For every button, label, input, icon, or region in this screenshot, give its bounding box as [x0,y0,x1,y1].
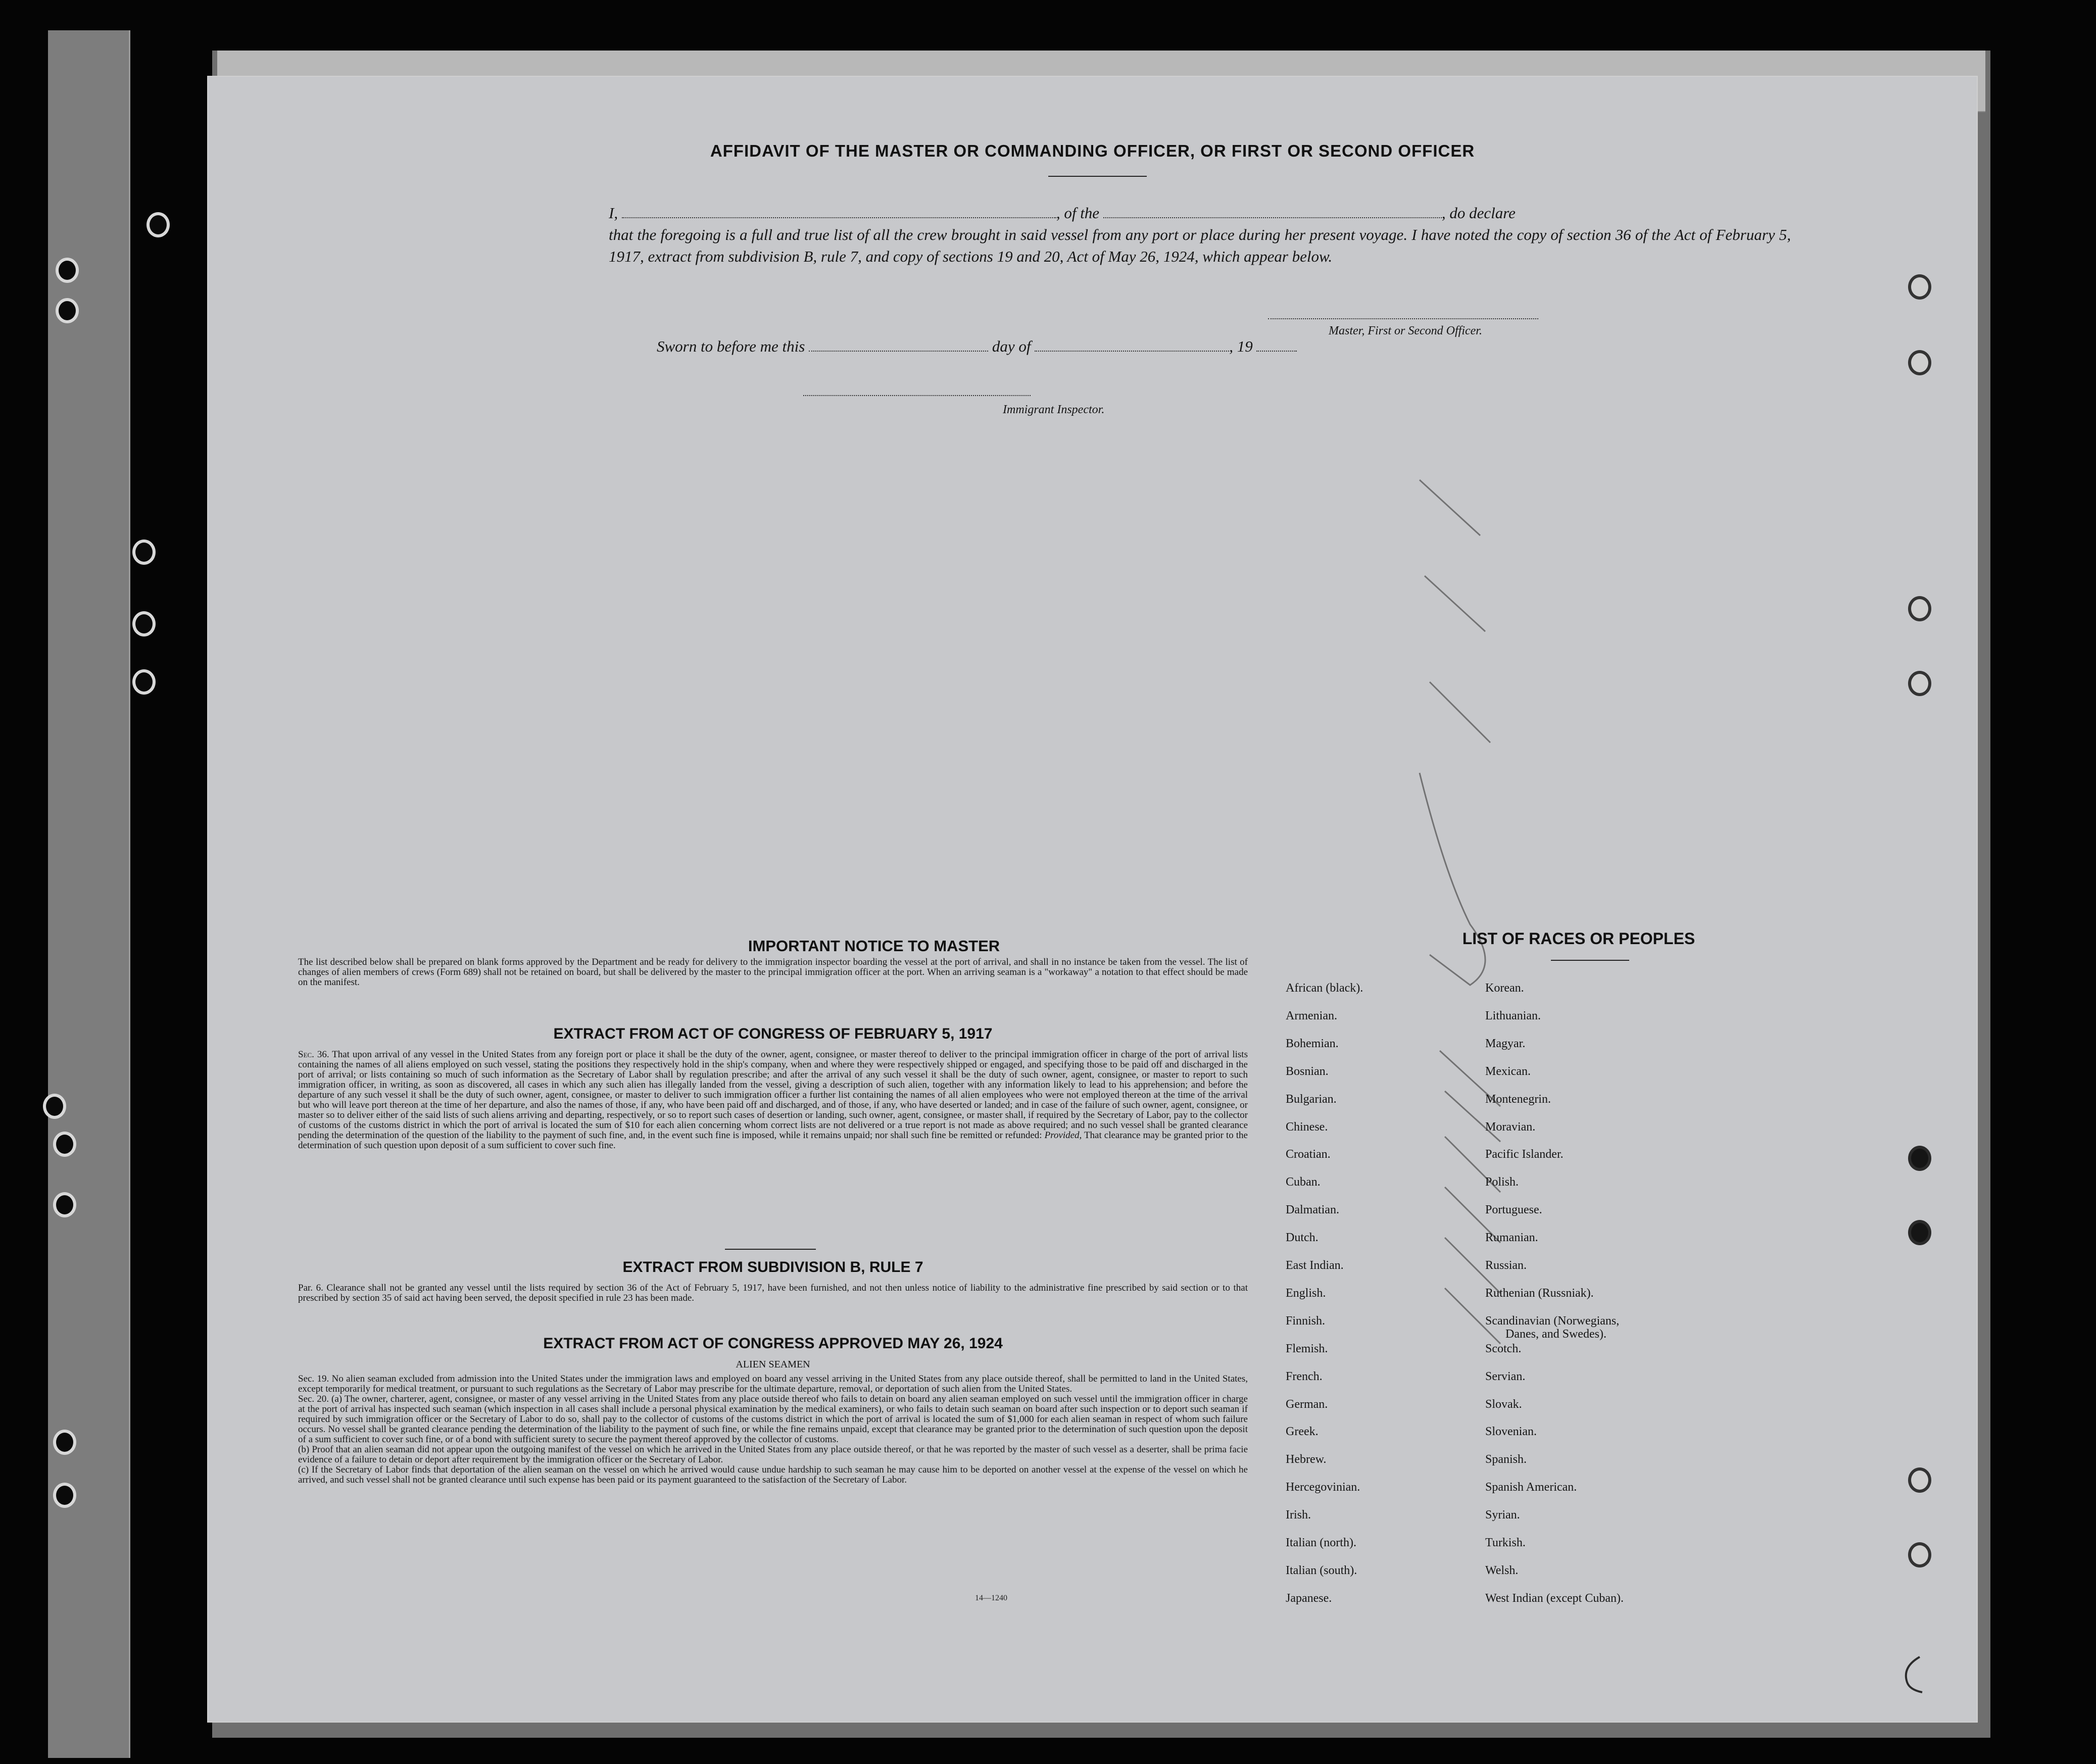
inspector-signature-label: Immigrant Inspector. [1003,403,1105,416]
race-item: Scandinavian (Norwegians, [1485,1314,1620,1328]
race-item: Slovenian. [1485,1425,1537,1439]
declaration-text: that the foregoing is a full and true list of all the crew brought in said vessel from any port or place during her present voyage. I have noted the copy of section 36 of the Act of February 5, 1917, extract from subdivision B, rule 7, and copy of sections 19 and 20, Act of May 26, 1924, which appear below. [609,226,1791,265]
master-signature-label: Master, First or Second Officer. [1329,324,1482,337]
race-item: Ruthenian (Russniak). [1485,1286,1594,1300]
race-item: Bohemian. [1286,1037,1339,1050]
provided-label: Provided, [1044,1130,1082,1141]
race-item: English. [1286,1286,1326,1300]
vessel-name-field[interactable] [1103,207,1442,218]
binder-hole [53,1483,76,1508]
punch-hole [1908,1146,1931,1171]
binder-hole [132,669,156,695]
binder-hole [132,611,156,636]
sworn-year-field[interactable] [1256,340,1297,352]
binder-hole [53,1192,76,1217]
form-number: 14—1240 [975,1594,1007,1602]
race-item: Spanish American. [1485,1481,1577,1494]
race-item: Russian. [1485,1259,1527,1272]
race-item: Flemish. [1286,1342,1328,1355]
race-item: Portuguese. [1485,1203,1542,1217]
binder-hole [147,212,170,237]
race-item: Bosnian. [1286,1064,1329,1078]
race-item: Irish. [1286,1508,1311,1522]
race-item: Lithuanian. [1485,1009,1541,1022]
extract-rule7-title: EXTRACT FROM SUBDIVISION B, RULE 7 [622,1259,923,1276]
race-item: Polish. [1485,1175,1519,1189]
do-declare-label: , do declare [1441,204,1516,222]
extract-1917-text [298,1050,1248,1151]
race-item: French. [1286,1369,1323,1383]
race-item: Croatian. [1286,1148,1331,1161]
affidavit-title: AFFIDAVIT OF THE MASTER OR COMMANDING OFFICER, OR FIRST OR SECOND OFFICER [710,141,1475,160]
punch-hole [1908,274,1931,300]
binder-hole [56,298,79,323]
race-item: African (black). [1286,982,1363,995]
binder-hole [53,1132,76,1157]
affidavit-declaration [609,202,1791,267]
race-item: Montenegrin. [1485,1092,1551,1106]
sec36-body: That upon arrival of any vessel in the United States from any foreign port or place it shall be the duty of the owner, agent, consignee, or master thereof to deliver to the principal immigration officer in charge of the port of arrival lists containing the names of all aliens employed on such vessel, stating the positions they respectively hold in the ship's company, when and where they were respectively shipped or engaged, and specifying those to be paid off and discharged in the port of arrival; or lists containing so much of such information as the Secretary of Labor shall by regulation prescribe; and after the arrival of any such vessel it shall be the duty of such owner, agent, consignee, or master to report to such immigration officer, in writing, as soon as discovered, all cases in which any such alien has illegally landed from the vessel, giving a description of such alien, together with any information likely to lead to his apprehension; and before the departure of any such vessel it shall be the duty of such owner, agent, consignee, or master to deliver to such immigration officer a further list containing the names of all alien employees who were not employed thereon at the time of the arrival but who will leave port thereon at the time of her departure, and also the names of those, if any, who have been paid off and discharged, and of those, if any, who have deserted or landed; and in case of the failure of such owner, agent, consignee, or master so to deliver either of the said lists of such aliens arriving and departing, respectively, or so to report such cases of desertion or landing, such owner, agent, consignee, or master shall, if required by the Secretary of Labor, pay to the collector of customs of the customs district in which the port of arrival is located the sum of $10 for each alien concerning whom correct lists are not delivered or a true report is not made as above required; and no such vessel shall be granted clearance pending the determination of the question of the liability to the payment of such fine, and, in the event such fine is imposed, while it remains unpaid; nor shall such fine be remitted or refunded: [298,1049,1248,1141]
race-item: Japanese. [1286,1591,1332,1605]
race-item: German. [1286,1397,1328,1411]
race-item: Slovak. [1485,1397,1522,1411]
title-rule [1048,176,1147,177]
races-title-rule [1551,960,1629,961]
race-item: Mexican. [1485,1064,1531,1078]
punch-hole [1908,596,1931,621]
day-of-label: day of [992,337,1031,355]
punch-hole [1908,1467,1931,1493]
sec20b-text: (b) Proof that an alien seaman did not appear upon the outgoing manifest of the vessel on which he arrived in the United States from any place outside thereof, or that he was reported by the master of such vessel as a deserter, shall be prima facie evidence of a failure to detain or deport after requirement by the immigration officer or the Secretary of Labor. [298,1444,1248,1465]
sworn-day-field[interactable] [809,340,988,352]
punch-hole [1908,671,1931,696]
race-item: Finnish. [1286,1314,1326,1328]
year-prefix: , 19 [1229,337,1253,355]
races-title: LIST OF RACES OR PEOPLES [1462,929,1695,948]
race-item: Dalmatian. [1286,1203,1339,1217]
race-item: Pacific Islander. [1485,1148,1564,1161]
race-item: Dutch. [1286,1231,1319,1245]
binder-hole [132,540,156,565]
race-item: Danes, and Swedes). [1505,1327,1606,1341]
notice-text: The list described below shall be prepared on blank forms approved by the Department and be ready for delivery to the immigration inspector boarding the vessel at the port of arrival, and shall in no instance be taken from the vessel. The list of changes of alien members of crews (Form 689) shall not be retained on board, but shall be delivered by the master to the principal immigration officer at the port. When an arriving seaman is a "workaway" a notation to that effect should be made on the manifest. [298,957,1248,988]
race-item: Hercegovinian. [1286,1481,1360,1494]
punch-hole [1908,350,1931,375]
race-item: Italian (south). [1286,1563,1357,1577]
sec20a-text: Sec. 20. (a) The owner, charterer, agent, consignee, or master of any vessel arriving in the United States from any place outside thereof who fails to detain on board any alien seaman employed on such vessel until the immigration officer in charge at the port of arrival has inspected such seaman (which inspection in all cases shall include a personal physical examination by the medical examiners), or who fails to detain such seaman on board after such inspection or to deport such seaman if required by such immigration officer or the Secretary of Labor to do so, shall pay to the collector of customs of the customs district in which the port of arrival is located the sum of $1,000 for each alien seaman in respect of whom such failure occurs. No vessel shall be granted clearance pending the determination of the liability to the payment of such fine, or while the fine remains unpaid, except that clearance may be granted prior to the determination of such question upon the deposit of a sum sufficient to cover such fine, or of a bond with sufficient surety to secure the payment thereof approved by the collector of customs. [298,1394,1248,1445]
sworn-month-field[interactable] [1035,340,1229,352]
race-item: Scotch. [1485,1342,1522,1355]
notice-title: IMPORTANT NOTICE TO MASTER [748,937,1000,955]
section-rule [725,1249,816,1250]
extract-1917-title: EXTRACT FROM ACT OF CONGRESS OF FEBRUARY 5, 1917 [553,1025,993,1042]
race-item: East Indian. [1286,1259,1344,1272]
alien-seamen-subtitle: ALIEN SEAMEN [736,1359,810,1370]
declaration-first-line [609,202,1791,224]
race-item: Servian. [1485,1369,1526,1383]
race-item: Italian (north). [1286,1536,1356,1549]
extract-rule7-text: Par. 6. Clearance shall not be granted any vessel until the lists required by section 36 of the Act of February 5, 1917, have been furnished, and not then unless notice of liability to the administrative fine prescribed by said section or to that prescribed by section 35 of said act having been served, the deposit specified in rule 23 has been made. [298,1283,1248,1303]
inspector-signature-field[interactable] [803,385,1031,396]
corner-pencil-mark [1894,1652,1935,1697]
sworn-line [657,337,1297,356]
pencil-tick-marks [1369,419,1723,1632]
sec36-end: That clearance may be granted prior to the determination of such question upon deposit of a sum sufficient to cover such fine. [298,1130,1248,1151]
race-item: Greek. [1286,1425,1319,1439]
master-signature-field[interactable] [1268,308,1538,319]
race-item: Bulgarian. [1286,1092,1337,1106]
race-item: Moravian. [1485,1120,1536,1134]
race-item: Syrian. [1485,1508,1520,1522]
binder-hole [43,1094,66,1119]
declarant-prefix: I, [609,204,618,222]
race-item: Turkish. [1485,1536,1526,1549]
extract-1924-title: EXTRACT FROM ACT OF CONGRESS APPROVED MAY 26, 1924 [543,1335,1003,1352]
extract-1924-text [298,1374,1248,1485]
declarant-name-field[interactable] [622,207,1056,218]
race-item: Chinese. [1286,1120,1328,1134]
race-item: Magyar. [1485,1037,1526,1050]
binder-hole [53,1430,76,1455]
sec19-text: Sec. 19. No alien seaman excluded from admission into the United States under the immigration laws and employed on board any vessel arriving in the United States from any place outside thereof, shall be permitted to land in the United States, except temporarily for medical treatment, or pursuant to such regulations as the Secretary of Labor may prescribe for the ultimate departure, removal, or deportation of such alien from the United States. [298,1374,1248,1394]
race-item: Spanish. [1485,1453,1527,1466]
form-page [207,76,1978,1723]
of-the-label: , of the [1056,204,1100,222]
race-item: Welsh. [1485,1563,1519,1577]
race-item: Hebrew. [1286,1453,1327,1466]
race-item: Rumanian. [1485,1231,1538,1245]
punch-hole [1908,1220,1931,1245]
binder-hole [56,258,79,283]
race-item: Cuban. [1286,1175,1321,1189]
race-item: Korean. [1485,982,1524,995]
sec36-label: Sec. 36. [298,1049,329,1060]
sworn-prefix: Sworn to before me this [657,337,805,355]
race-item: Armenian. [1286,1009,1337,1022]
sec20c-text: (c) If the Secretary of Labor finds that deportation of the alien seaman on the vessel on which he arrived would cause undue hardship to such seaman he may cause him to be deported on another vessel at the expense of the vessel on which he arrived, and such vessel shall not be granted clearance until such expense has been paid or its payment guaranteed to the satisfaction of the Secretary of Labor. [298,1464,1248,1485]
race-item: West Indian (except Cuban). [1485,1591,1624,1605]
punch-hole [1908,1542,1931,1567]
